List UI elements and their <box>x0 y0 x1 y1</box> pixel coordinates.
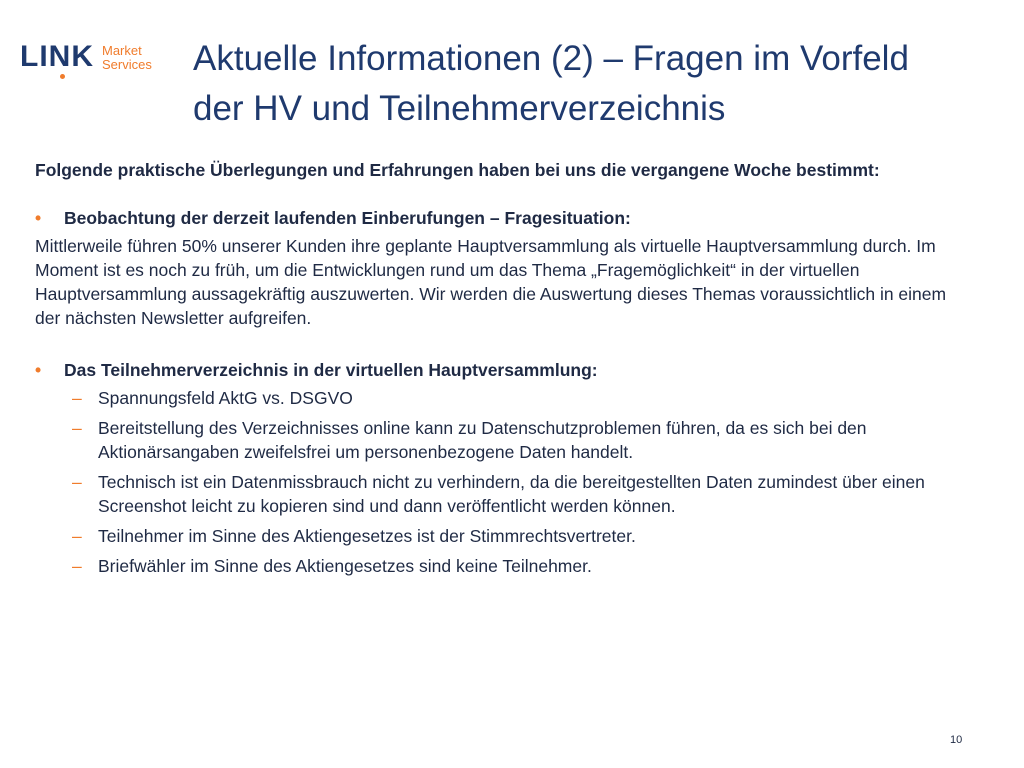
logo-subtitle-line2: Services <box>102 57 152 72</box>
list-item <box>35 416 965 464</box>
logo-subtitle <box>102 44 152 72</box>
logo-dot-icon <box>60 74 65 79</box>
intro-text: Folgende praktische Überlegungen und Erfahrungen haben bei uns die vergangene Woche bestimmt: <box>35 160 880 180</box>
slide-title-line2: der HV und Teilnehmerverzeichnis <box>193 89 726 128</box>
list-item-text: Technisch ist ein Datenmissbrauch nicht zu verhindern, da die bereitgestellten Daten zumindest über einen Screenshot leicht zu kopieren sind und dann veröffentlicht werden können. <box>98 472 925 516</box>
logo-wordmark: LINK <box>20 40 94 73</box>
bullet-heading-einberufungen <box>35 206 965 230</box>
bullet-heading-text: Das Teilnehmerverzeichnis in der virtuellen Hauptversammlung: <box>64 360 598 380</box>
dash-marker-icon: – <box>72 472 82 492</box>
list-item <box>35 554 965 578</box>
einberufungen-paragraph: Mittlerweile führen 50% unserer Kunden ihre geplante Hauptversammlung als virtuelle Hauptversammlung durch. Im Moment ist es noch zu früh, um die Entwicklungen rund um das Thema „Fragemöglichkeit“ in der virtuellen Hauptversammlung aussagekräftig auszuwerten. Wir werden die Auswertung dieses Themas voraussichtlich in einem der nächsten Newsletter aufgreifen. <box>35 236 947 328</box>
slide-title-line1: Aktuelle Informationen (2) – Fragen im Vorfeld <box>193 39 909 78</box>
dash-marker-icon: – <box>72 388 82 408</box>
bullet-heading-text: Beobachtung der derzeit laufenden Einberufungen – Fragesituation: <box>64 208 631 228</box>
list-item <box>35 524 965 548</box>
list-item-text: Bereitstellung des Verzeichnisses online kann zu Datenschutzproblemen führen, da es sich bei den Aktionärsangaben zweifelsfrei um personenbezogene Daten handelt. <box>98 418 867 462</box>
list-item <box>35 470 965 518</box>
bullet-marker-icon: • <box>35 360 42 380</box>
list-item <box>35 386 965 410</box>
dash-marker-icon: – <box>72 526 82 546</box>
page-number: 10 <box>950 734 963 746</box>
list-item-text: Briefwähler im Sinne des Aktiengesetzes sind keine Teilnehmer. <box>98 556 592 576</box>
slide-content <box>35 158 965 584</box>
dash-marker-icon: – <box>72 556 82 576</box>
slide-title <box>193 34 993 134</box>
dash-marker-icon: – <box>72 418 82 438</box>
list-item-text: Spannungsfeld AktG vs. DSGVO <box>98 388 353 408</box>
company-logo <box>20 40 170 82</box>
bullet-marker-icon: • <box>35 208 42 228</box>
logo-subtitle-line1: Market <box>102 43 142 58</box>
list-item-text: Teilnehmer im Sinne des Aktiengesetzes ist der Stimmrechtsvertreter. <box>98 526 636 546</box>
bullet-heading-teilnehmerverzeichnis <box>35 358 965 382</box>
